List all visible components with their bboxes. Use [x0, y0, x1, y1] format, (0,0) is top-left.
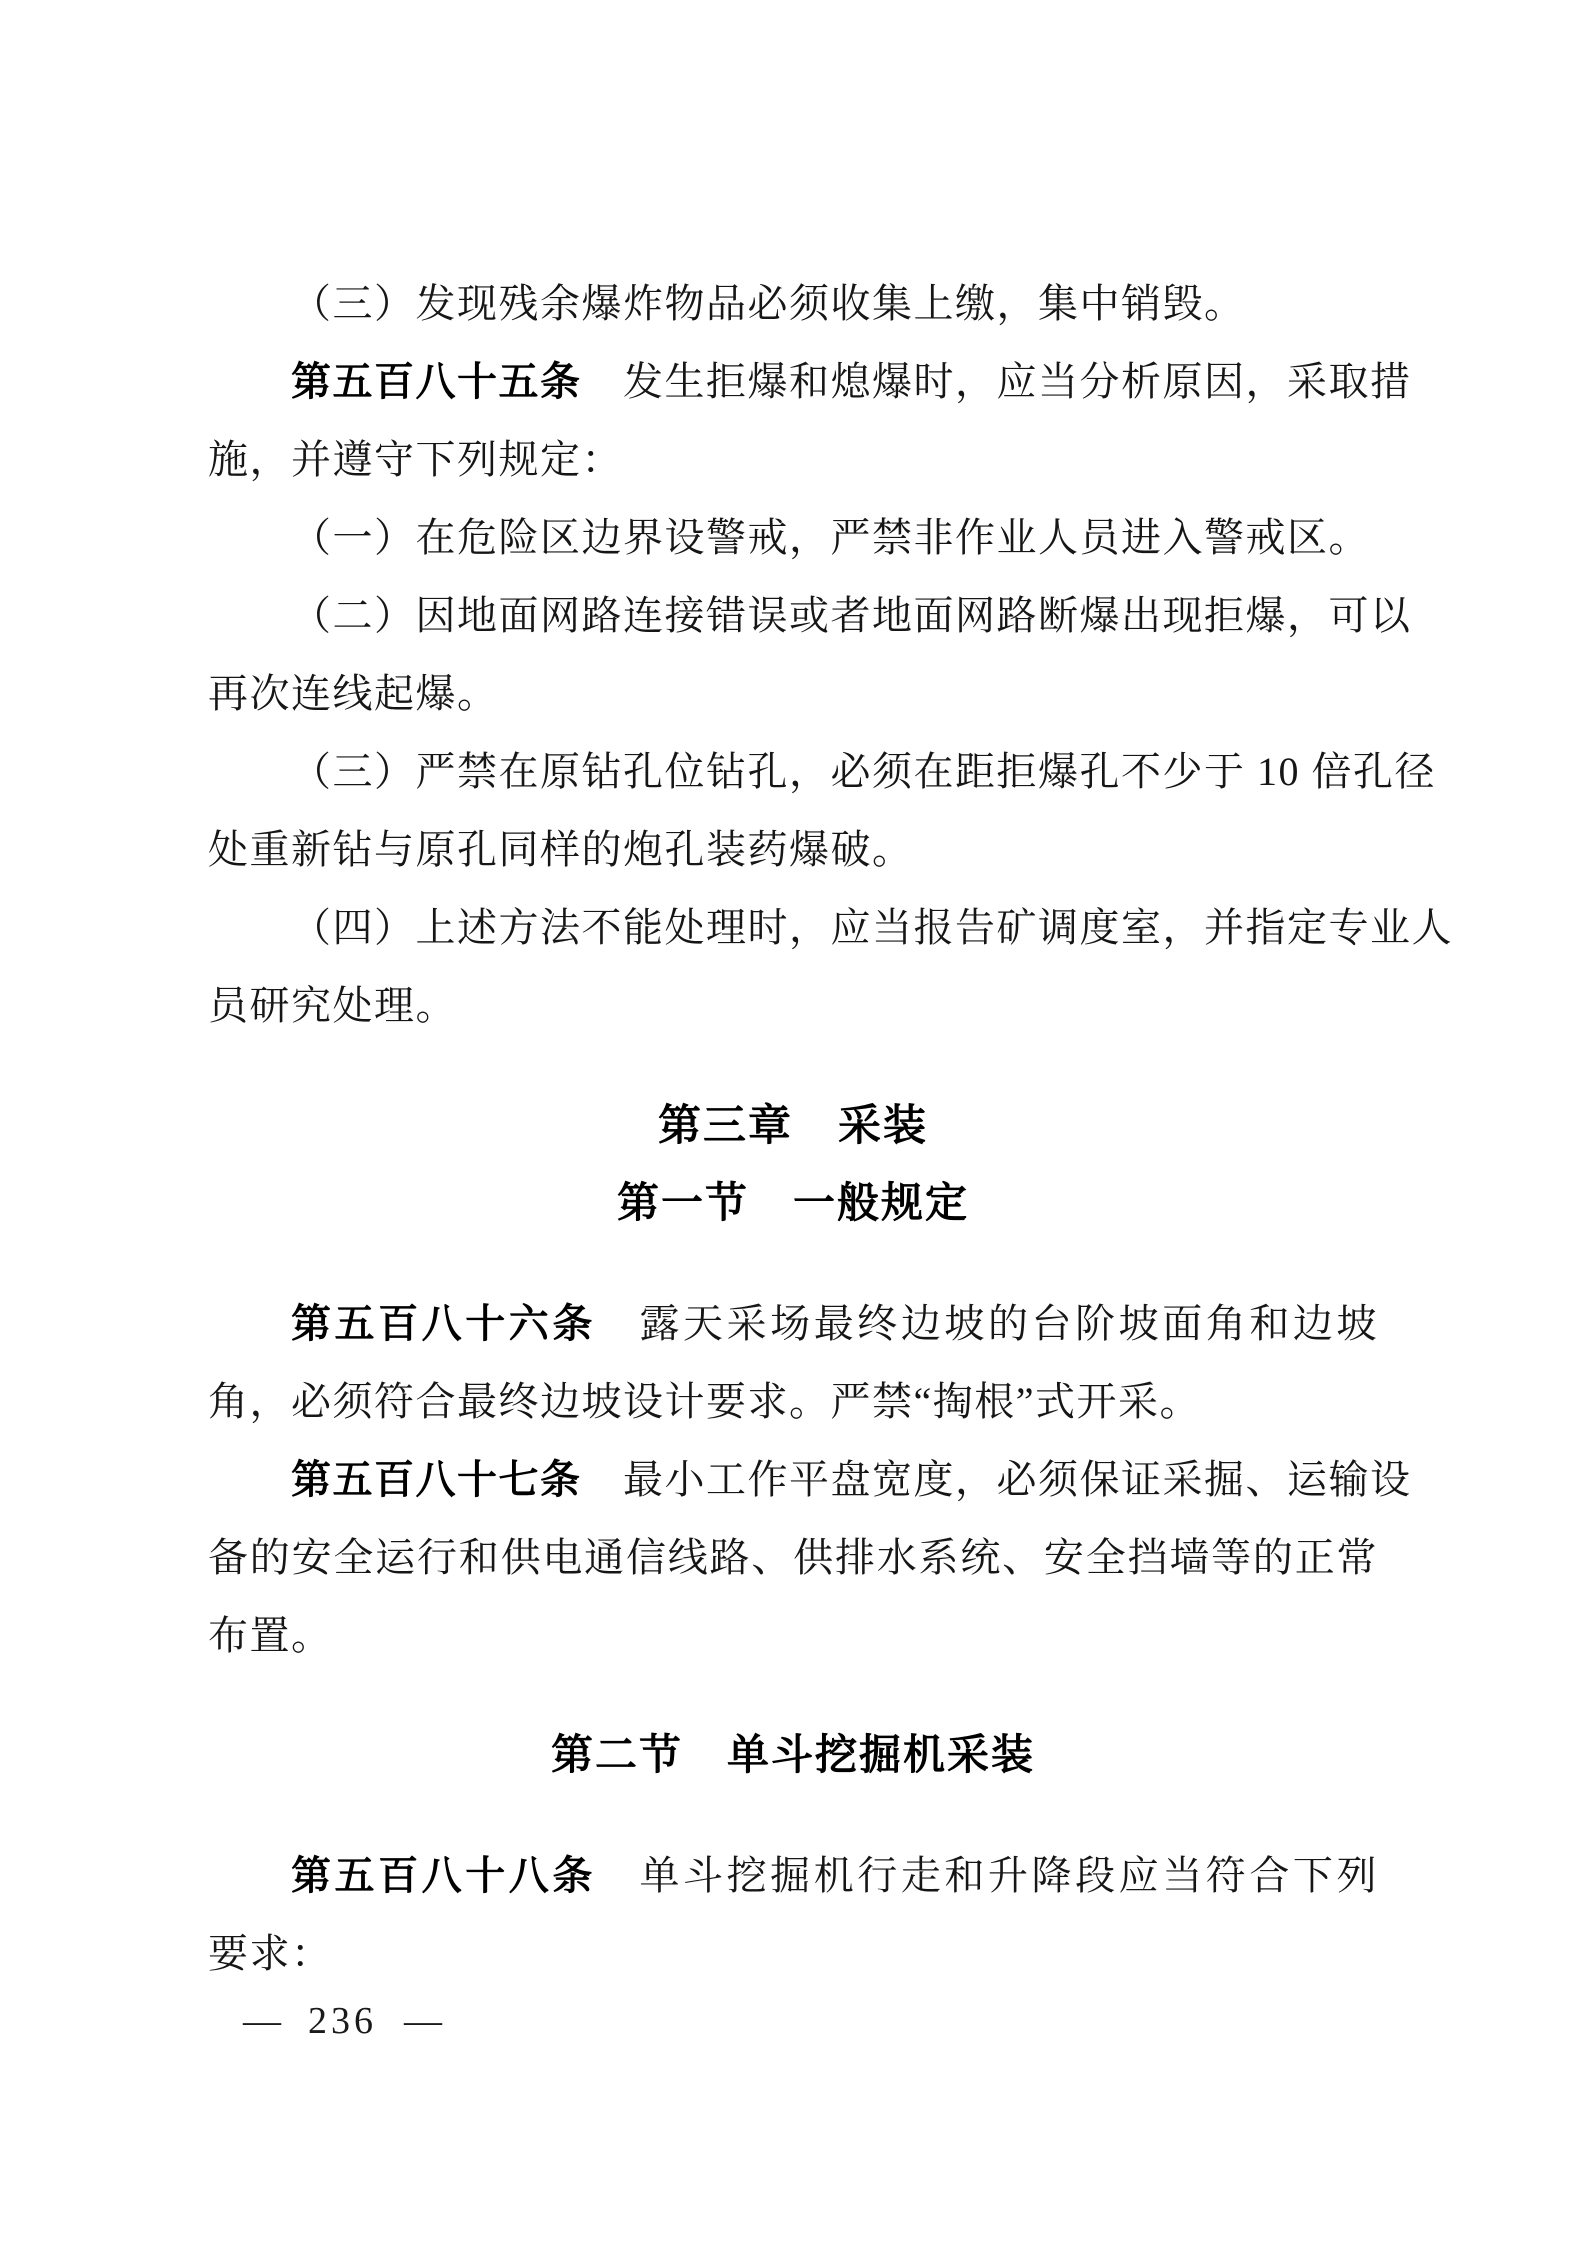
text-line	[208, 733, 1436, 811]
text-segment: 发生拒爆和熄爆时，应当分析原因，采取措	[581, 359, 1412, 404]
text-line	[208, 577, 1412, 655]
paragraph	[208, 577, 1412, 733]
page-number: 236	[308, 2000, 377, 2042]
text-segment: 处重新钻与原孔同样的炮孔装药爆破。	[208, 827, 914, 872]
text-line	[208, 967, 1378, 1045]
text-segment: （二）因地面网路连接错误或者地面网路断爆出现拒爆，可以	[291, 593, 1412, 638]
text-line	[208, 655, 1378, 733]
text-line	[208, 343, 1412, 421]
text-line	[208, 499, 1378, 577]
paragraph	[208, 343, 1412, 499]
article-number: 第五百八十六条	[291, 1302, 596, 1346]
paragraph	[208, 1441, 1412, 1675]
text-segment: 要求：	[208, 1931, 333, 1976]
text-segment: （三）发现残余爆炸物品必须收集上缴，集中销毁。	[291, 281, 1246, 326]
text-segment: 施，并遵守下列规定：	[208, 437, 623, 482]
text-line	[208, 889, 1453, 967]
article-number: 第五百八十八条	[291, 1854, 596, 1898]
text-segment: （三）严禁在原钻孔位钻孔，必须在距拒爆孔不少于 10 倍孔径	[291, 749, 1436, 794]
text-line	[208, 1837, 1378, 1915]
chapter-heading: 第三章 采装	[658, 1102, 928, 1150]
footer-dash-right: —	[404, 2000, 442, 2042]
paragraph	[208, 889, 1453, 1045]
text-segment: 角，必须符合最终边坡设计要求。严禁“掏根”式开采。	[208, 1379, 1202, 1424]
text-segment: 最小工作平盘宽度，必须保证采掘、运输设	[581, 1457, 1412, 1502]
text-line	[208, 1519, 1378, 1597]
paragraph	[208, 265, 1378, 343]
text-segment: 布置。	[208, 1613, 333, 1658]
text-line	[208, 811, 1378, 889]
text-segment: 露天采场最终边坡的台阶坡面角和边坡	[595, 1301, 1378, 1346]
text-line	[208, 265, 1378, 343]
text-segment: 单斗挖掘机行走和升降段应当符合下列	[595, 1853, 1378, 1898]
text-segment: （一）在危险区边界设警戒，严禁非作业人员进入警戒区。	[291, 515, 1370, 560]
section-heading: 第一节 一般规定	[616, 1181, 969, 1227]
text-line	[208, 1285, 1378, 1363]
text-line	[208, 1597, 1378, 1675]
text-line	[208, 421, 1378, 499]
text-line	[208, 1441, 1412, 1519]
page-content	[208, 265, 1453, 1993]
section-heading: 第二节 单斗挖掘机采装	[550, 1733, 1035, 1779]
paragraph	[208, 1837, 1378, 1993]
text-line	[208, 1363, 1378, 1441]
text-segment: 备的安全运行和供电通信线路、供排水系统、安全挡墙等的正常	[208, 1535, 1378, 1580]
text-segment: 再次连线起爆。	[208, 671, 499, 716]
text-line	[208, 1915, 1378, 1993]
paragraph	[208, 733, 1436, 889]
text-segment: 员研究处理。	[208, 983, 457, 1028]
paragraph	[208, 499, 1378, 577]
paragraph	[208, 1285, 1378, 1441]
page-footer	[243, 1999, 442, 2043]
article-number: 第五百八十七条	[291, 1458, 582, 1502]
text-segment: （四）上述方法不能处理时，应当报告矿调度室，并指定专业人	[291, 905, 1453, 950]
article-number: 第五百八十五条	[291, 360, 582, 404]
footer-dash-left: —	[243, 2000, 281, 2042]
